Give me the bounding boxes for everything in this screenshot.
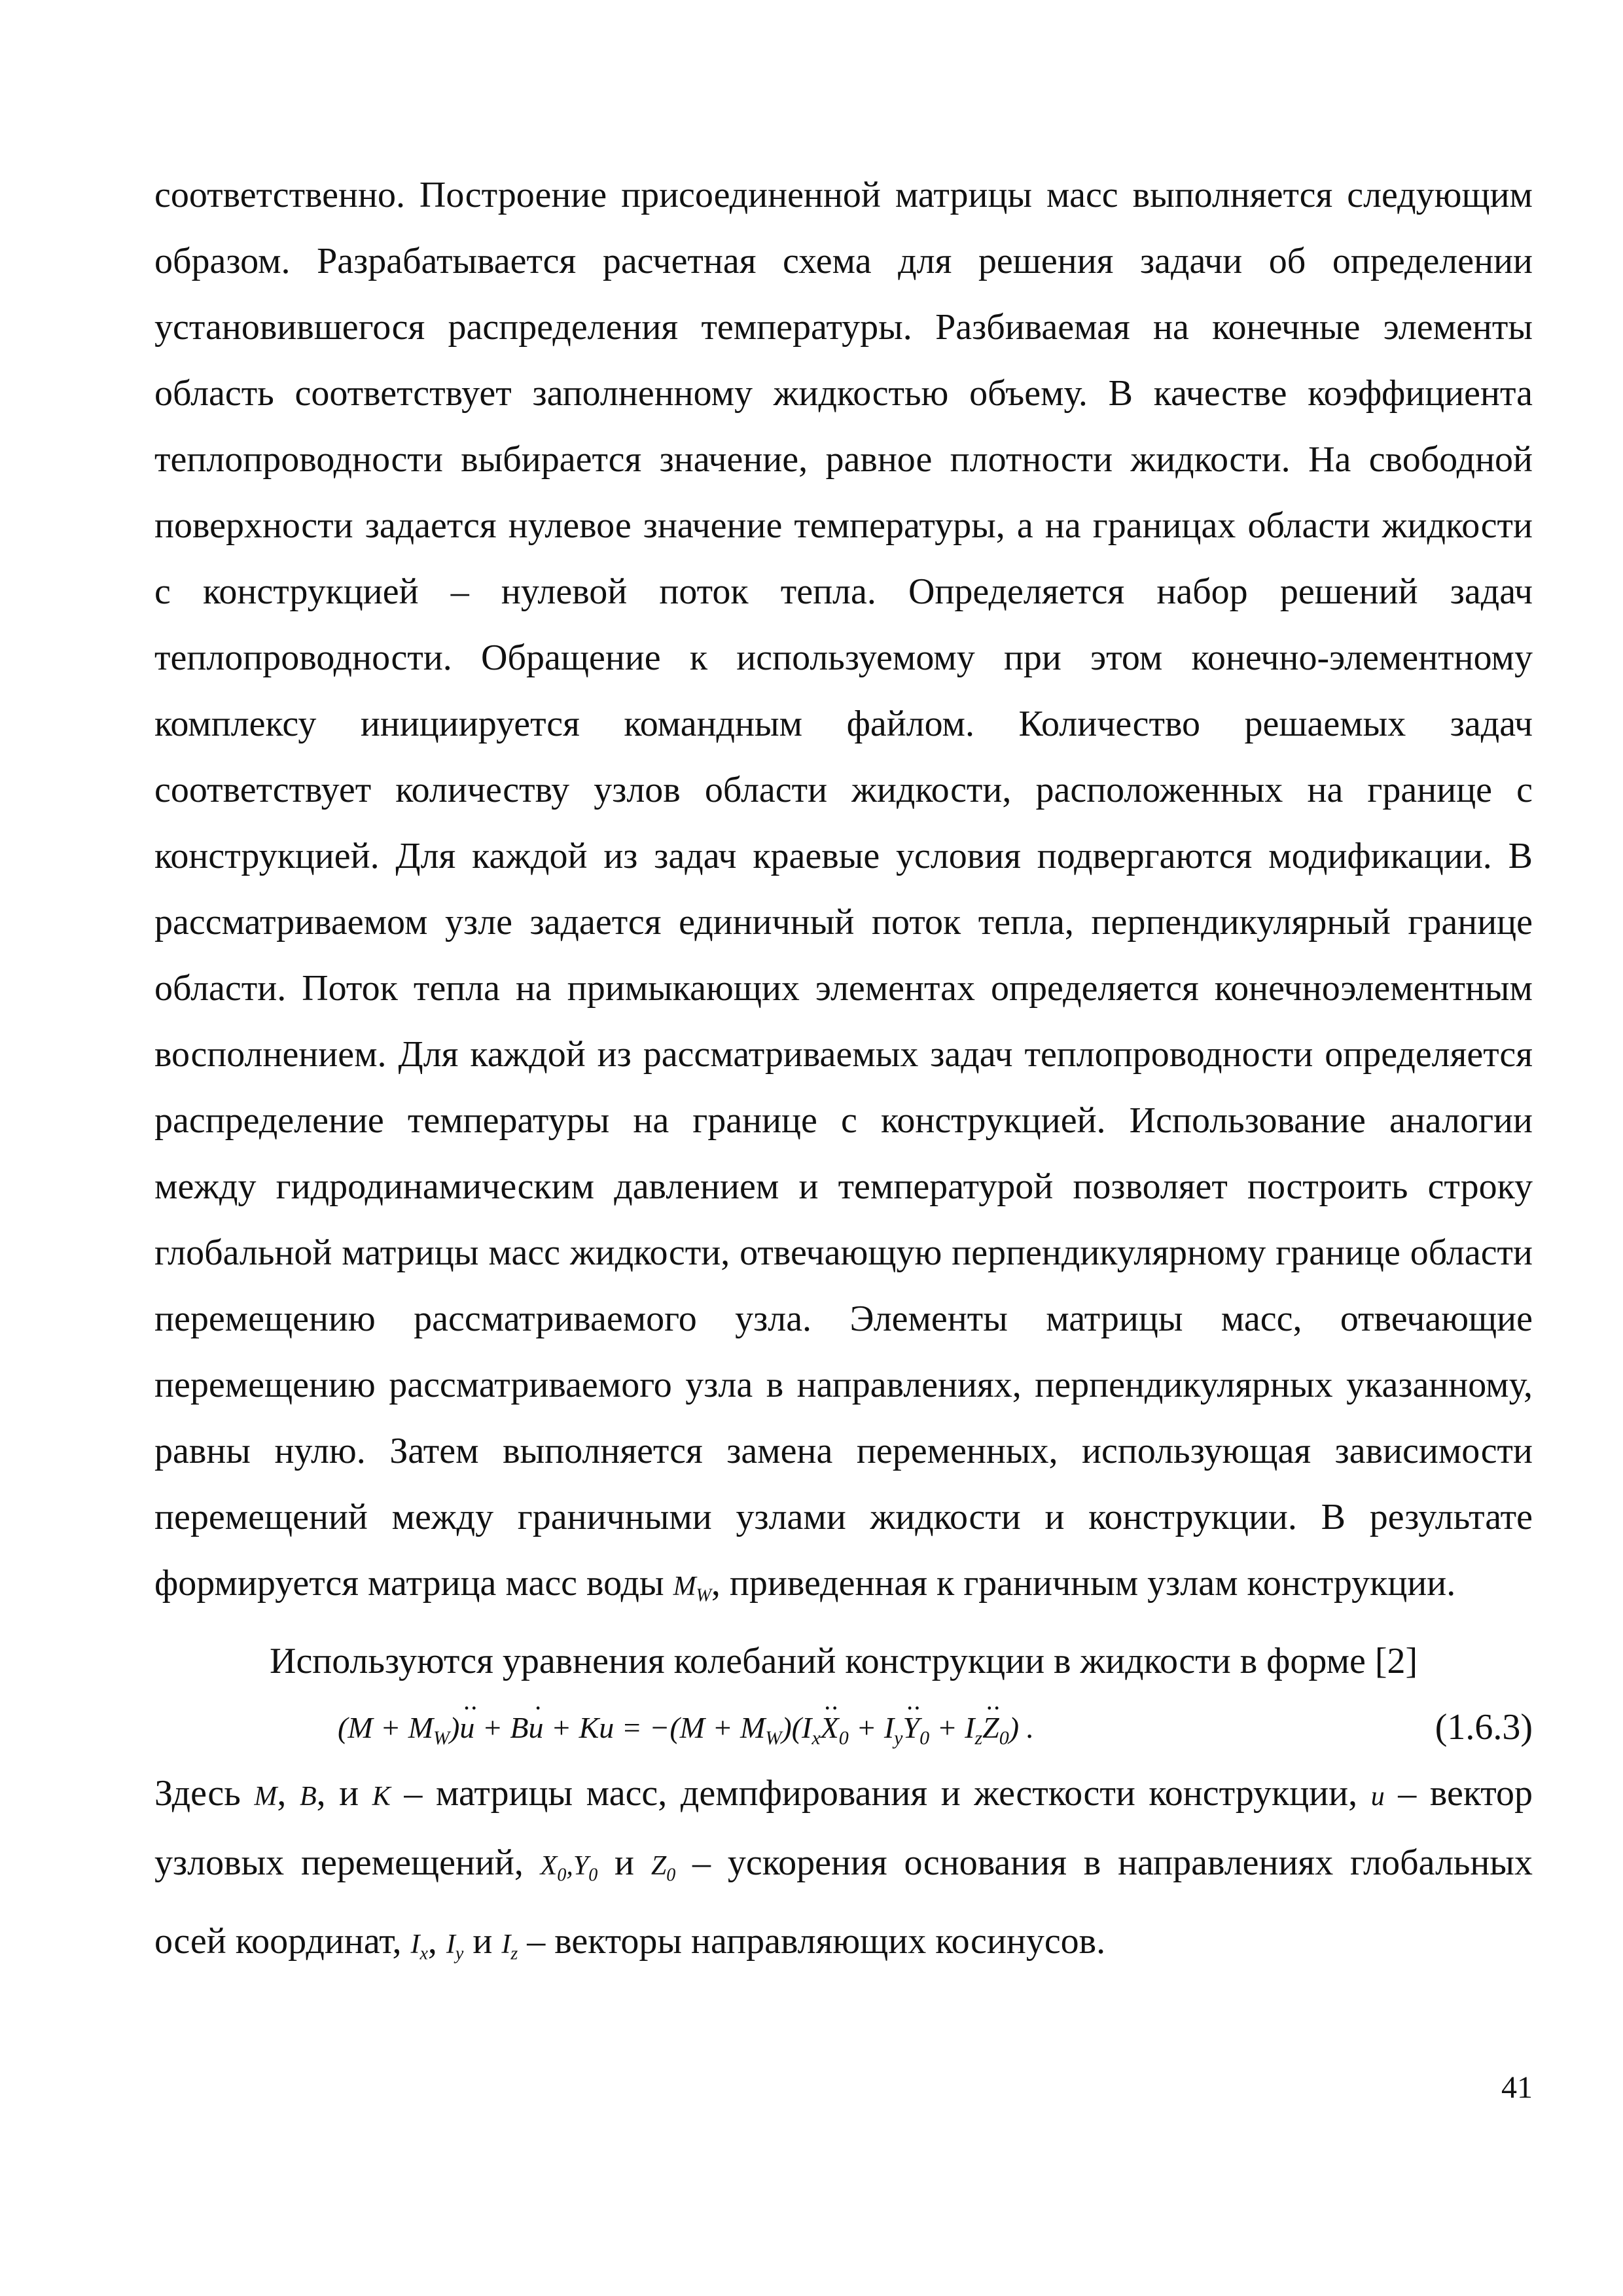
symbol-b: B [299, 1782, 317, 1812]
symbol-m: M [254, 1782, 277, 1812]
mw-symbol: $M_W$ [673, 1571, 711, 1606]
symbol-iy: $I_y$ [446, 1929, 464, 1964]
symbol-iz: $I_z$ [501, 1929, 518, 1964]
equation-row [154, 1695, 1533, 1761]
equation-number: (1.6.3) [1435, 1707, 1533, 1748]
paragraph-mass-matrix-construction [154, 162, 1533, 1628]
paragraph-1-text: соответственно. Построение присоединенной матрицы масс выполняется следующим образом. Разрабатывается расчетная схема для решения задачи об определении установившегося распределения температуры. Разбиваемая на конечные элементы область соответствует заполненному жидкостью объему. В качестве коэффициента теплопроводности выбирается значение, равное плотности жидкости. На свободной поверхности задается нулевое значение температуры, а на границах области жидкости с конструкцией – нулевой поток тепла. Определяется набор решений задач теплопроводности. Обращение к используемому при этом конечно-элементному комплексу инициируется командным файлом. Количество решаемых задач соответствует количеству узлов области жидкости, расположенных на границе с конструкцией. Для каждой из задач краевые условия подвергаются модификации. В рассматриваемом узле задается единичный поток тепла, перпендикулярный границе области. Поток тепла на примыкающих элементах определяется конечноэлементным восполнением. Для каждой из рассматриваемых задач теплопроводности определяется распределение температуры на границе с конструкцией. Использование аналогии между гидродинамическим давлением и температурой позволяет построить строку глобальной матрицы масс жидкости, отвечающую перпендикулярному границе области перемещению рассматриваемого узла. Элементы матрицы масс, отвечающие перемещению рассматриваемого узла в направлениях, перпендикулярных указанному, равны нулю. Затем выполняется замена переменных, использующая зависимости перемещений между граничными узлами жидкости и конструкции. В результате формируется матрица масс воды [154, 175, 1533, 1604]
page-number: 41 [1501, 2070, 1533, 2105]
symbol-u: u [1370, 1782, 1385, 1812]
symbol-k: K [372, 1782, 391, 1812]
paragraph-1-tail: , приведенная к граничным узлам конструкции. [711, 1563, 1456, 1604]
paragraph-equation-intro: Используются уравнения колебаний конструкции в жидкости в форме [2] [270, 1641, 1418, 1682]
paragraph-notation: Здесь M, B, и K – матрицы масс, демпфирования и жесткости конструкции, u – вектор узловых перемещений, $X_0,Y_0$ и $Z_0$ – ускорения основания в направлениях глобальных осей координат, $I_x$, $I_y$ и $I_z$ – векторы направляющих косинусов. [154, 1773, 1533, 1964]
symbol-x0-y0: $X_0,Y_0$ [540, 1851, 598, 1886]
equation-formula: $(M + M_W)\cdot\cdot u + B\cdot u + Ku = -(M + M_W)(I_x\cdot\cdot X_0 + I_y\cdot\cdot Y_0 + I_z\cdot\cdot Z_0)$ . [338, 1695, 1034, 1771]
symbol-z0: $Z_0$ [651, 1851, 676, 1886]
page-content [154, 162, 1533, 1986]
symbol-ix: $I_x$ [410, 1929, 428, 1964]
